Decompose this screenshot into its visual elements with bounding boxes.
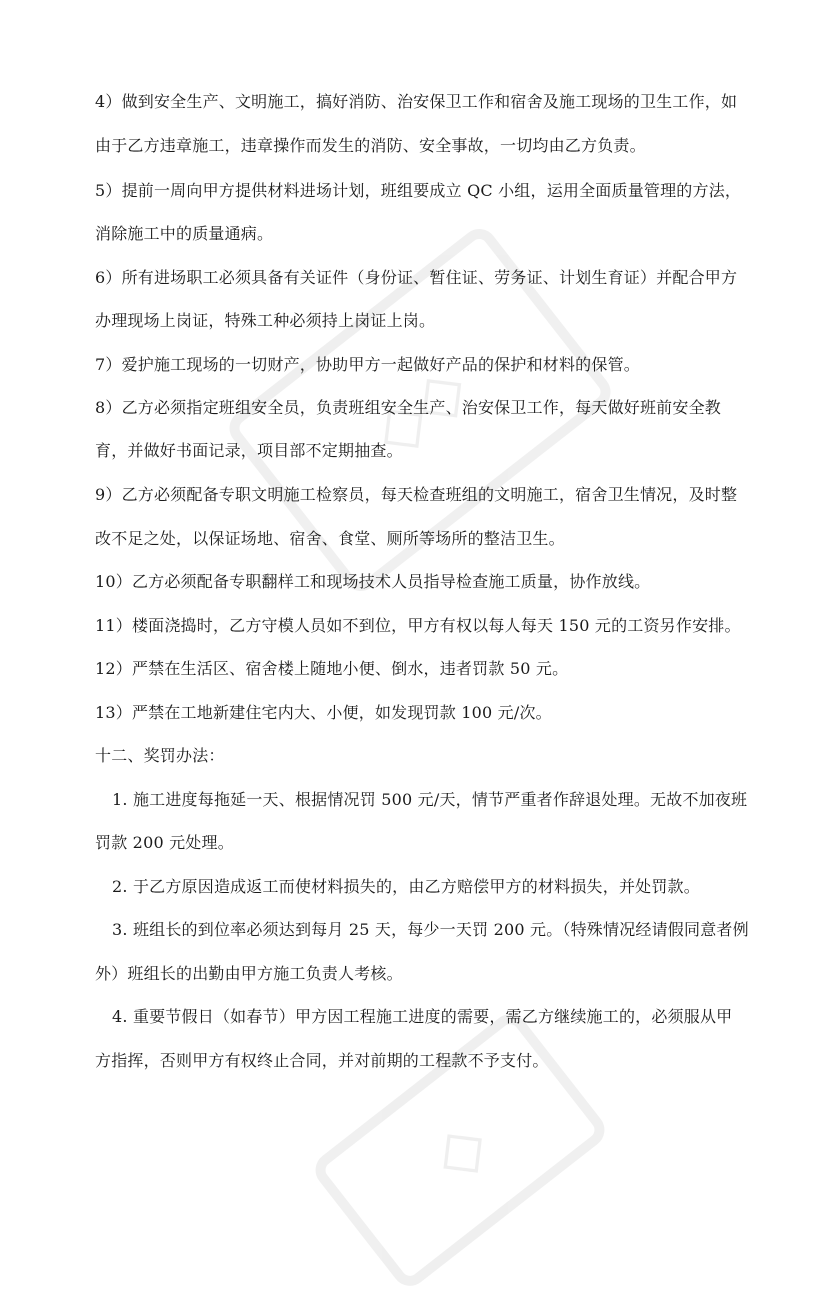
item-3-line-2: 外）班组长的出勤由甲方施工负责人考核。 [95,964,403,983]
paragraph-4-line-2: 由于乙方违章施工，违章操作而发生的消防、安全事故，一切均由乙方负责。 [95,136,646,155]
paragraph-5-line-2: 消除施工中的质量通病。 [95,224,274,243]
paragraph-12-line-1: 12）严禁在生活区、宿舍楼上随地小便、倒水，违者罚款 50 元。 [95,659,569,678]
paragraph-4-line-1: 4）做到安全生产、文明施工，搞好消防、治安保卫工作和宿舍及施工现场的卫生工作，如 [95,92,738,111]
item-2-line-1: 2. 于乙方原因造成返工而使材料损失的，由乙方赔偿甲方的材料损失，并处罚款。 [112,877,700,896]
paragraph-9-line-1: 9）乙方必须配备专职文明施工检察员，每天检查班组的文明施工，宿舍卫生情况，及时整 [95,485,738,504]
paragraph-6-line-2: 办理现场上岗证，特殊工种必须持上岗证上岗。 [95,311,436,330]
paragraph-5-line-1: 5）提前一周向甲方提供材料进场计划，班组要成立 QC 小组，运用全面质量管理的方法， [95,181,742,200]
paragraph-10-line-1: 10）乙方必须配备专职翻样工和现场技术人员指导检查施工质量，协作放线。 [95,572,651,591]
item-1-line-2: 罚款 200 元处理。 [95,833,234,852]
paragraph-8-line-1: 8）乙方必须指定班组安全员，负责班组安全生产、治安保卫工作，每天做好班前安全教 [95,398,721,417]
watermark-stamp-bottom [308,1007,611,1293]
paragraph-13-line-1: 13）严禁在工地新建住宅内大、小便，如发现罚款 100 元/次。 [95,703,552,722]
item-1-line-1: 1. 施工进度每拖延一天、根据情况罚 500 元/天，情节严重者作辞退处理。无故不加夜班 [112,790,748,809]
paragraph-7-line-1: 7）爱护施工现场的一切财产，协助甲方一起做好产品的保护和材料的保管。 [95,355,640,374]
paragraph-6-line-1: 6）所有进场职工必须具备有关证件（身份证、暂住证、劳务证、计划生育证）并配合甲方 [95,268,738,287]
paragraph-11-line-1: 11）楼面浇捣时，乙方守模人员如不到位，甲方有权以每人每天 150 元的工资另作安排。 [95,616,741,635]
item-4-line-2: 方指挥，否则甲方有权终止合同，并对前期的工程款不予支付。 [95,1051,549,1070]
section-heading-rewards-penalties: 十二、奖罚办法： [95,746,225,765]
item-4-line-1: 4. 重要节假日（如春节）甲方因工程施工进度的需要，需乙方继续施工的，必须服从甲 [112,1007,733,1026]
watermark-stamp-graphic: ◇◇ [222,222,617,599]
paragraph-9-line-2: 改不足之处，以保证场地、宿舍、食堂、厕所等场所的整洁卫生。 [95,529,565,548]
paragraph-8-line-2: 育，并做好书面记录，项目部不定期抽查。 [95,441,403,460]
item-3-line-1: 3. 班组长的到位率必须达到每月 25 天，每少一天罚 200 元。（特殊情况经请假同意者例 [112,920,749,939]
watermark-stamp-bottom-graphic: ◇ [308,1007,611,1293]
